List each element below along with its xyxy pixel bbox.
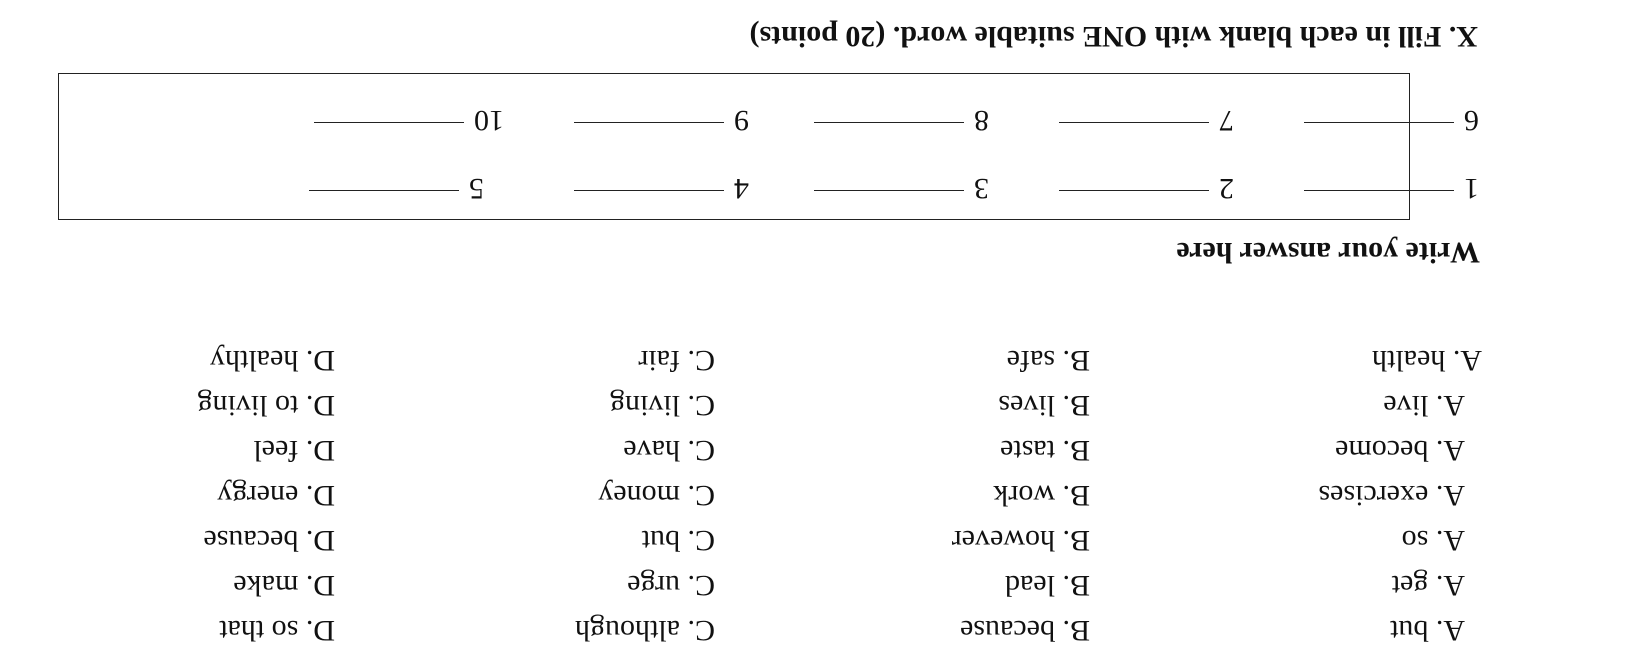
answer-blank-2[interactable]: 2 xyxy=(1059,171,1234,205)
option-c: C. fair xyxy=(638,344,715,377)
section-heading: X. Fill in each blank with ONE suitable word. (20 points) xyxy=(749,20,1478,53)
option-b: B. however xyxy=(951,524,1090,557)
choice-row-4 xyxy=(0,607,1650,647)
option-d: D. feel xyxy=(253,434,335,467)
option-a: A. so xyxy=(1401,524,1465,557)
answer-blank-4[interactable]: 4 xyxy=(574,171,749,205)
answer-blank-6[interactable]: 6 xyxy=(1304,103,1479,137)
answer-blank-1[interactable]: 1 xyxy=(1304,171,1479,205)
option-d: D. because xyxy=(203,524,335,557)
option-a: A. exercises xyxy=(1318,479,1465,512)
choice-row-6 xyxy=(0,517,1650,557)
option-d: D. to living xyxy=(197,389,335,422)
option-b: B. taste xyxy=(1000,434,1090,467)
option-c: C. urge xyxy=(627,569,715,602)
option-a: A. but xyxy=(1390,614,1465,647)
option-d: D. make xyxy=(233,569,335,602)
answer-blank-10[interactable]: 10 xyxy=(314,103,504,137)
choice-row-9 xyxy=(0,382,1650,422)
option-a: A. become xyxy=(1335,434,1465,467)
option-d: D. so that xyxy=(219,614,335,647)
option-b: B. lead xyxy=(1005,569,1090,602)
option-b: B. lives xyxy=(998,389,1090,422)
option-d: D. energy xyxy=(217,479,335,512)
option-a: A. health xyxy=(1372,344,1482,377)
choice-row-8 xyxy=(0,427,1650,467)
option-b: B. safe xyxy=(1006,344,1090,377)
option-b: B. work xyxy=(993,479,1090,512)
choice-row-7 xyxy=(0,472,1650,512)
choice-row-10 xyxy=(0,337,1650,377)
option-c: C. but xyxy=(641,524,715,557)
answer-blank-3[interactable]: 3 xyxy=(814,171,989,205)
choice-row-5 xyxy=(0,562,1650,602)
answer-blank-8[interactable]: 8 xyxy=(814,103,989,137)
option-a: A. get xyxy=(1391,569,1465,602)
option-a: A. live xyxy=(1383,389,1465,422)
option-c: C. money xyxy=(598,479,715,512)
answer-box xyxy=(58,73,1479,220)
option-c: C. although xyxy=(575,614,715,647)
answer-blank-7[interactable]: 7 xyxy=(1059,103,1234,137)
answer-heading: Write your answer here xyxy=(1176,236,1480,269)
option-c: C. have xyxy=(623,434,715,467)
option-c: C. living xyxy=(609,389,715,422)
answer-blank-9[interactable]: 9 xyxy=(574,103,749,137)
option-d: D. healthy xyxy=(210,344,335,377)
option-b: B. because xyxy=(960,614,1090,647)
answer-blank-5[interactable]: 5 xyxy=(309,171,484,205)
